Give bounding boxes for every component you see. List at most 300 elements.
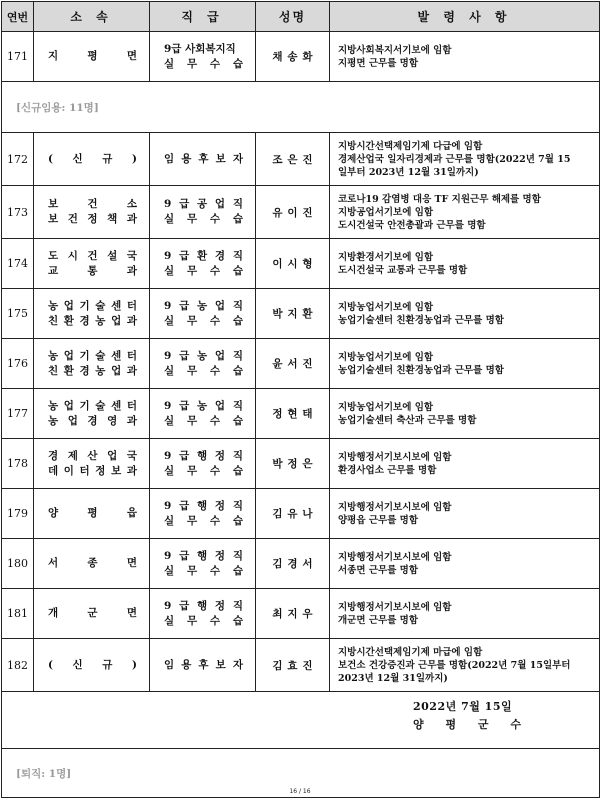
order-line: 지방행정서기보시보에 임함 bbox=[338, 501, 452, 513]
department-cell bbox=[34, 439, 150, 489]
character: 직 bbox=[232, 349, 243, 362]
department-cell bbox=[34, 589, 150, 639]
new-hire-section-label: [신규임용: 11명] bbox=[16, 101, 99, 114]
header-department: 소 속 bbox=[34, 2, 150, 32]
character: 습 bbox=[232, 564, 243, 577]
character: 보 bbox=[48, 198, 59, 210]
spread-text-line bbox=[150, 499, 255, 514]
character: 행 bbox=[197, 549, 208, 562]
character: 정 bbox=[87, 213, 98, 225]
character: 평 bbox=[87, 507, 98, 519]
rank-cell bbox=[150, 32, 256, 82]
character: ( bbox=[48, 658, 53, 671]
character: 센 bbox=[111, 299, 122, 312]
department-lines bbox=[34, 289, 149, 338]
spread-text-line bbox=[150, 349, 255, 364]
name-character: 지 bbox=[287, 308, 298, 320]
character: 보 bbox=[215, 658, 226, 671]
character: 책 bbox=[107, 213, 118, 225]
character: 수 bbox=[209, 514, 221, 527]
character: 행 bbox=[197, 449, 208, 462]
name-wrap bbox=[256, 339, 329, 388]
header-rank: 직 급 bbox=[150, 2, 256, 32]
character: 경 bbox=[48, 449, 59, 462]
spread-text-line bbox=[150, 364, 255, 379]
table-row bbox=[2, 589, 600, 639]
character: 실 bbox=[164, 314, 175, 327]
spread-text-line bbox=[34, 349, 149, 364]
name-cell bbox=[256, 239, 330, 289]
order-details-cell bbox=[330, 589, 600, 639]
person-name bbox=[256, 456, 329, 471]
spread-text-line bbox=[34, 264, 149, 279]
name-character: 시 bbox=[287, 258, 298, 270]
character: 직 bbox=[232, 399, 243, 412]
department-lines bbox=[34, 239, 149, 288]
character: 수 bbox=[209, 213, 221, 225]
character: 후 bbox=[198, 152, 209, 165]
header-name: 성명 bbox=[256, 2, 330, 32]
name-cell bbox=[256, 339, 330, 389]
character: 급 bbox=[179, 499, 190, 512]
person-name bbox=[256, 506, 329, 521]
name-cell bbox=[256, 589, 330, 639]
character: 수 bbox=[209, 364, 221, 377]
character: 터 bbox=[126, 349, 137, 362]
character: 농 bbox=[95, 314, 106, 327]
character: 급 bbox=[179, 449, 190, 462]
name-character: 송 bbox=[287, 51, 298, 63]
character: 수 bbox=[209, 314, 221, 327]
character: 수 bbox=[209, 57, 221, 70]
character: 무 bbox=[186, 364, 198, 377]
character: 면 bbox=[126, 557, 137, 569]
character: 국 bbox=[126, 249, 137, 262]
department-cell bbox=[34, 639, 150, 692]
name-cell bbox=[256, 289, 330, 339]
spread-text-line bbox=[34, 49, 149, 64]
character: 친 bbox=[48, 314, 59, 327]
order-line: 지방농업서기보에 임함 bbox=[338, 401, 434, 413]
character: 무 bbox=[186, 264, 198, 277]
name-character: 박 bbox=[272, 458, 283, 470]
name-character: 현 bbox=[287, 408, 298, 420]
character: 정 bbox=[214, 599, 226, 612]
order-line: 도시건설국 교통과 근무를 명함 bbox=[338, 264, 468, 276]
rank-lines bbox=[150, 439, 255, 488]
person-name bbox=[256, 356, 329, 371]
name-character: 화 bbox=[302, 51, 313, 63]
name-character: 환 bbox=[302, 308, 313, 320]
name-character: 효 bbox=[287, 659, 298, 672]
character: 기 bbox=[79, 299, 90, 312]
character: 습 bbox=[232, 213, 243, 225]
spread-text-line bbox=[34, 414, 149, 429]
name-cell bbox=[256, 539, 330, 589]
name-character: 정 bbox=[272, 408, 283, 420]
signature-row bbox=[2, 692, 600, 749]
spread-text-line bbox=[150, 152, 255, 167]
department-lines bbox=[34, 489, 149, 538]
character: 양 bbox=[48, 507, 59, 519]
rank-lines bbox=[150, 339, 255, 388]
character: 급 bbox=[179, 299, 190, 312]
order-details-cell bbox=[330, 489, 600, 539]
department-cell bbox=[34, 289, 150, 339]
character: 실 bbox=[164, 564, 175, 577]
department-lines bbox=[34, 32, 149, 81]
name-character: 정 bbox=[287, 458, 298, 470]
rank-cell bbox=[150, 186, 256, 239]
name-character: 윤 bbox=[272, 358, 283, 370]
character: 환 bbox=[63, 314, 74, 327]
character: 보 bbox=[111, 464, 122, 477]
rank-cell bbox=[150, 539, 256, 589]
order-lines bbox=[330, 339, 599, 388]
rank-lines bbox=[150, 539, 255, 588]
order-line: 농업기술센터 친환경농업과 근무를 명함 bbox=[338, 314, 504, 326]
order-line: 지방행정서기보시보에 임함 bbox=[338, 601, 452, 613]
table-row bbox=[2, 539, 600, 589]
table-row bbox=[2, 439, 600, 489]
name-wrap bbox=[256, 489, 329, 538]
character: 급 bbox=[179, 249, 190, 262]
order-details-cell bbox=[330, 539, 600, 589]
name-wrap bbox=[256, 439, 329, 488]
rank-cell bbox=[150, 289, 256, 339]
serial-number-cell: 182 bbox=[2, 639, 34, 692]
character: 정 bbox=[214, 549, 226, 562]
signature-cell bbox=[2, 692, 600, 749]
name-character: 이 bbox=[287, 206, 298, 219]
character: 면 bbox=[126, 50, 137, 62]
character: 직 bbox=[232, 549, 243, 562]
serial-number-cell: 177 bbox=[2, 389, 34, 439]
order-line: 지방행정서기보시보에 임함 bbox=[338, 551, 452, 563]
character: 업 bbox=[214, 399, 226, 412]
person-name bbox=[256, 556, 329, 571]
character: 규 bbox=[102, 658, 113, 671]
spread-text-line bbox=[150, 42, 255, 57]
order-lines bbox=[330, 186, 599, 238]
character: 9급 사회복지직 bbox=[164, 42, 236, 55]
character: 업 bbox=[63, 349, 74, 362]
character: 규 bbox=[102, 152, 113, 165]
order-line: 지방행정서기보시보에 임함 bbox=[338, 451, 452, 463]
character: 통 bbox=[87, 264, 98, 277]
character: 직 bbox=[232, 499, 243, 512]
department-lines bbox=[34, 539, 149, 588]
person-name bbox=[256, 406, 329, 421]
name-character: 진 bbox=[302, 659, 313, 672]
department-lines bbox=[34, 439, 149, 488]
spread-text-line bbox=[34, 399, 149, 414]
character: 터 bbox=[79, 464, 90, 477]
character: 9 bbox=[164, 198, 172, 210]
order-lines bbox=[330, 639, 599, 691]
header-serial-number: 연번 bbox=[2, 2, 34, 32]
order-details-cell bbox=[330, 339, 600, 389]
character: 수 bbox=[209, 614, 221, 627]
character: 술 bbox=[95, 349, 106, 362]
character: 경 bbox=[87, 414, 98, 427]
order-line: 지방시간선택제임기제 마급에 임함 bbox=[338, 646, 483, 658]
character: 농 bbox=[48, 399, 59, 412]
spread-text-line bbox=[150, 614, 255, 629]
character: 무 bbox=[186, 213, 198, 225]
character: 국 bbox=[126, 449, 137, 462]
department-lines bbox=[34, 186, 149, 238]
department-cell bbox=[34, 389, 150, 439]
spread-text-line bbox=[34, 314, 149, 329]
order-lines bbox=[330, 389, 599, 438]
name-cell bbox=[256, 133, 330, 186]
department-lines bbox=[34, 389, 149, 438]
serial-number-cell: 178 bbox=[2, 439, 34, 489]
order-details-cell bbox=[330, 439, 600, 489]
character: 실 bbox=[164, 364, 175, 377]
spread-text-line bbox=[150, 599, 255, 614]
character: 영 bbox=[107, 414, 118, 427]
character: 임 bbox=[164, 658, 175, 671]
order-details-cell bbox=[330, 389, 600, 439]
order-line: 양평읍 근무를 명함 bbox=[338, 514, 419, 526]
spread-text-line bbox=[150, 514, 255, 529]
character: 9 bbox=[164, 349, 172, 362]
character: 농 bbox=[95, 364, 106, 377]
character: 수 bbox=[209, 464, 221, 477]
character: 면 bbox=[126, 607, 137, 619]
order-lines bbox=[330, 32, 599, 81]
character: 습 bbox=[232, 364, 243, 377]
table-body bbox=[2, 32, 600, 798]
character: 수 bbox=[209, 264, 221, 277]
name-wrap bbox=[256, 539, 329, 588]
rank-cell bbox=[150, 133, 256, 186]
character: 후 bbox=[198, 658, 209, 671]
character: 건 bbox=[87, 249, 98, 262]
character: 실 bbox=[164, 213, 175, 225]
rank-cell bbox=[150, 339, 256, 389]
name-cell bbox=[256, 489, 330, 539]
serial-number-cell: 175 bbox=[2, 289, 34, 339]
character: 기 bbox=[79, 349, 90, 362]
order-line: 지방사회복지서기보에 임함 bbox=[338, 44, 452, 56]
character: 급 bbox=[179, 349, 190, 362]
character: 과 bbox=[126, 264, 137, 277]
name-character: 형 bbox=[302, 258, 313, 270]
rank-cell bbox=[150, 639, 256, 692]
rank-lines bbox=[150, 289, 255, 338]
character: 정 bbox=[95, 464, 106, 477]
character: 급 bbox=[179, 549, 190, 562]
character: 환 bbox=[197, 249, 208, 262]
department-cell bbox=[34, 32, 150, 82]
spread-text-line bbox=[150, 658, 255, 673]
table-row bbox=[2, 133, 600, 186]
character: 행 bbox=[197, 499, 208, 512]
table-row bbox=[2, 32, 600, 82]
order-line: 지방환경서기보에 임함 bbox=[338, 251, 434, 263]
character: 산 bbox=[87, 449, 98, 462]
spread-text-line bbox=[34, 449, 149, 464]
character: 경 bbox=[79, 314, 90, 327]
spread-text-line bbox=[150, 549, 255, 564]
character: 업 bbox=[67, 414, 78, 427]
serial-number-cell: 180 bbox=[2, 539, 34, 589]
name-wrap bbox=[256, 239, 329, 288]
character: 자 bbox=[232, 658, 243, 671]
character: 소 bbox=[126, 198, 137, 210]
character: 실 bbox=[164, 414, 175, 427]
character: 9 bbox=[164, 499, 172, 512]
order-line: 경제산업국 일자리경제과 근무를 명함(2022년 7월 15 bbox=[338, 153, 571, 165]
signature-block bbox=[2, 692, 599, 748]
order-lines bbox=[330, 589, 599, 638]
character: 습 bbox=[232, 464, 243, 477]
order-lines bbox=[330, 489, 599, 538]
character: 센 bbox=[111, 349, 122, 362]
serial-number-cell: 179 bbox=[2, 489, 34, 539]
spread-text-line bbox=[150, 249, 255, 264]
name-character: 진 bbox=[302, 206, 313, 219]
spread-text-line bbox=[150, 449, 255, 464]
name-character: 최 bbox=[272, 608, 283, 620]
name-wrap bbox=[256, 389, 329, 438]
character: 9 bbox=[164, 599, 172, 612]
department-cell bbox=[34, 239, 150, 289]
serial-number-cell: 176 bbox=[2, 339, 34, 389]
name-character: 유 bbox=[287, 508, 298, 520]
spread-text-line bbox=[34, 464, 149, 479]
character: 급 bbox=[179, 599, 190, 612]
order-line: 2023년 12월 31일까지) bbox=[338, 672, 448, 684]
person-name bbox=[256, 205, 329, 220]
character: 무 bbox=[186, 314, 198, 327]
issuer-character: 군 bbox=[477, 718, 489, 731]
department-cell bbox=[34, 539, 150, 589]
character: 직 bbox=[232, 249, 243, 262]
character: 습 bbox=[232, 414, 243, 427]
character: 9 bbox=[164, 549, 172, 562]
name-character: 은 bbox=[302, 458, 313, 470]
order-line: 지방시간선택제임기제 다급에 임함 bbox=[338, 140, 483, 152]
character: 센 bbox=[111, 399, 122, 412]
order-lines bbox=[330, 239, 599, 288]
department-cell bbox=[34, 489, 150, 539]
character: 건 bbox=[87, 198, 98, 210]
character: 과 bbox=[126, 364, 137, 377]
order-details-cell bbox=[330, 289, 600, 339]
character: 농 bbox=[48, 414, 59, 427]
serial-number-cell: 172 bbox=[2, 133, 34, 186]
department-lines bbox=[34, 639, 149, 691]
issuer-character: 평 bbox=[445, 718, 457, 731]
character: 실 bbox=[164, 614, 175, 627]
name-wrap bbox=[256, 289, 329, 338]
order-line: 지방농업서기보에 임함 bbox=[338, 351, 434, 363]
character: 과 bbox=[126, 213, 137, 225]
order-line: 지방농업서기보에 임함 bbox=[338, 301, 434, 313]
character: 제 bbox=[67, 449, 78, 462]
serial-number-cell: 171 bbox=[2, 32, 34, 82]
character: 신 bbox=[72, 658, 83, 671]
spread-text-line bbox=[34, 364, 149, 379]
order-lines bbox=[330, 539, 599, 588]
name-character: 유 bbox=[272, 206, 283, 219]
character: 개 bbox=[48, 607, 59, 619]
name-character: 진 bbox=[302, 153, 313, 166]
character: 무 bbox=[186, 614, 198, 627]
spread-text-line bbox=[150, 197, 255, 212]
character: 지 bbox=[48, 50, 59, 62]
spread-text-line bbox=[150, 564, 255, 579]
name-character: 채 bbox=[272, 51, 283, 63]
department-lines bbox=[34, 589, 149, 638]
character: 술 bbox=[95, 299, 106, 312]
character: 업 bbox=[63, 399, 74, 412]
name-wrap bbox=[256, 133, 329, 185]
serial-number-cell: 174 bbox=[2, 239, 34, 289]
spread-text-line bbox=[150, 264, 255, 279]
rank-cell bbox=[150, 389, 256, 439]
order-line: 일부터 2023년 12월 31일까지) bbox=[338, 166, 479, 178]
table-row bbox=[2, 389, 600, 439]
character: 행 bbox=[197, 599, 208, 612]
order-line: 개군면 근무를 명함 bbox=[338, 614, 419, 626]
character: 업 bbox=[214, 299, 226, 312]
character: 직 bbox=[232, 599, 243, 612]
character: 술 bbox=[95, 399, 106, 412]
character: 보 bbox=[215, 152, 226, 165]
character: 환 bbox=[63, 364, 74, 377]
character: 신 bbox=[72, 152, 83, 165]
order-line: 환경사업소 근무를 명함 bbox=[338, 464, 437, 476]
personnel-order-table bbox=[1, 1, 600, 798]
character: 종 bbox=[87, 557, 98, 569]
header-order-details: 발 령 사 항 bbox=[330, 2, 600, 32]
spread-text-line bbox=[150, 464, 255, 479]
department-lines bbox=[34, 133, 149, 185]
rank-cell bbox=[150, 489, 256, 539]
character: 습 bbox=[232, 264, 243, 277]
character: 정 bbox=[214, 449, 226, 462]
spread-text-line bbox=[34, 556, 149, 571]
name-cell bbox=[256, 439, 330, 489]
character: 수 bbox=[209, 564, 221, 577]
name-character: 서 bbox=[287, 358, 298, 370]
order-line: 서종면 근무를 명함 bbox=[338, 564, 419, 576]
department-cell bbox=[34, 186, 150, 239]
character: 평 bbox=[87, 50, 98, 62]
character: 농 bbox=[48, 299, 59, 312]
name-character: 김 bbox=[272, 508, 283, 520]
rank-lines bbox=[150, 239, 255, 288]
character: 업 bbox=[111, 364, 122, 377]
character: 업 bbox=[107, 449, 118, 462]
spread-text-line bbox=[150, 57, 255, 72]
order-line: 지방공업서기보에 임함 bbox=[338, 206, 434, 218]
character: 농 bbox=[197, 349, 208, 362]
order-line: 농업기술센터 친환경농업과 근무를 명함 bbox=[338, 364, 504, 376]
character: 건 bbox=[67, 213, 78, 225]
character: 기 bbox=[79, 399, 90, 412]
department-cell bbox=[34, 339, 150, 389]
name-cell bbox=[256, 186, 330, 239]
character: 과 bbox=[126, 414, 137, 427]
person-name bbox=[256, 306, 329, 321]
character: 농 bbox=[48, 349, 59, 362]
